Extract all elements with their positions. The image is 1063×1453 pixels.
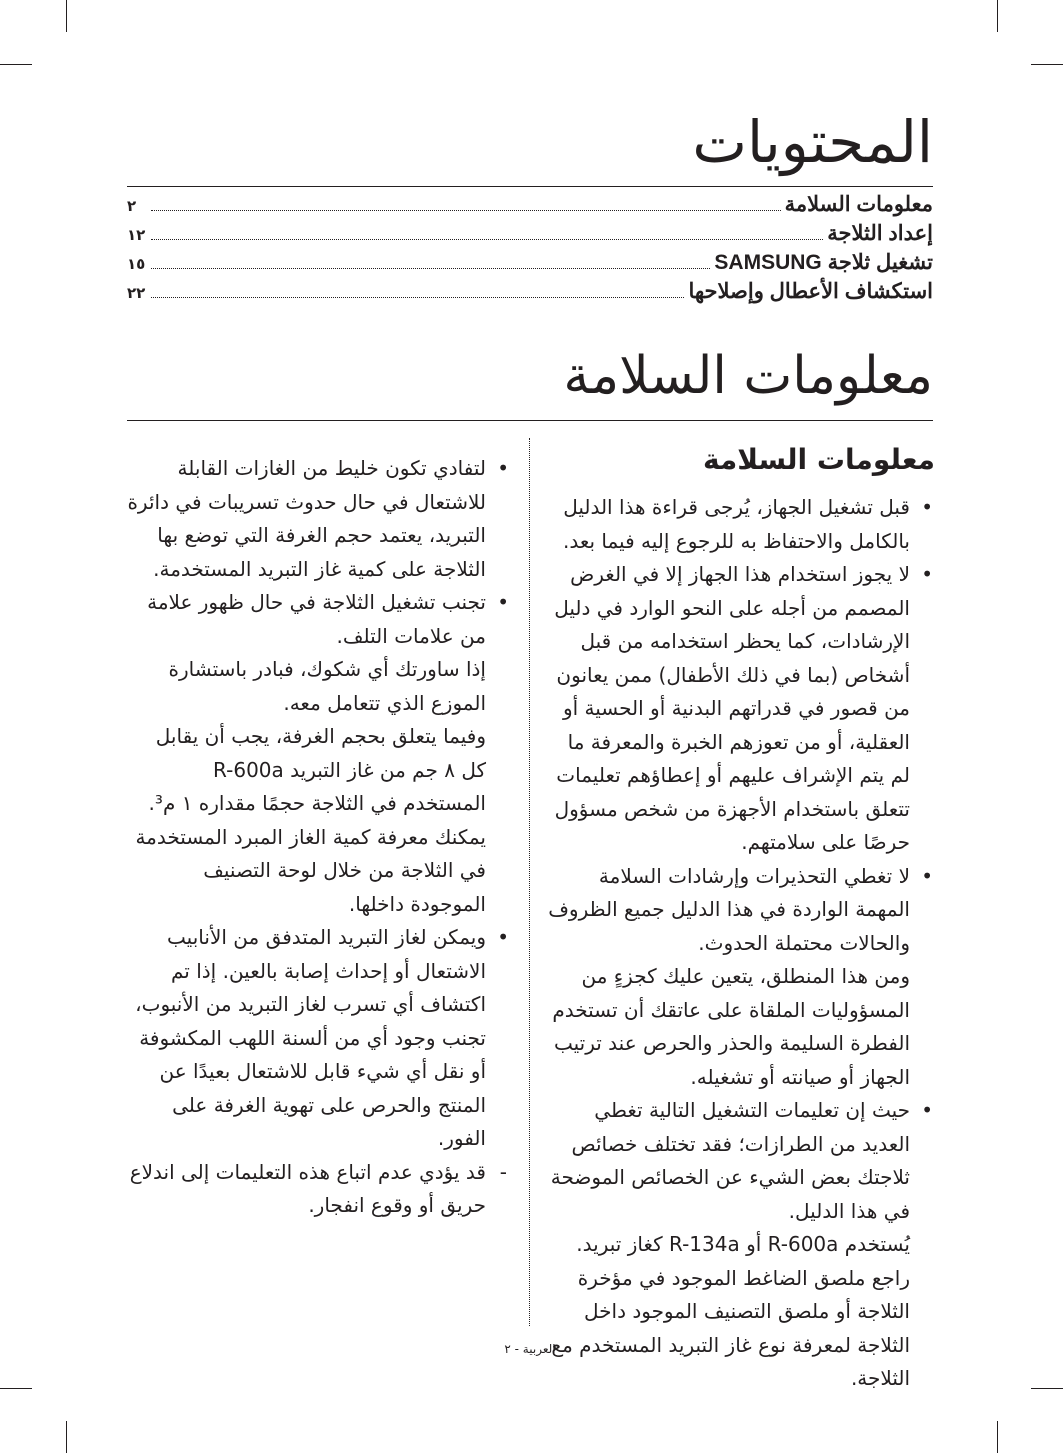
toc-entry[interactable] — [127, 279, 933, 308]
page-footer: العربية - ٢ — [504, 1342, 556, 1356]
toc-leader-dots — [151, 195, 781, 211]
crop-mark — [66, 0, 67, 32]
list-item: • ويمكن لغاز التبريد المتدفق من الأنابيب الاشتعال أو إحداث إصابة بالعين. إذا تم اكتشاف أي تسرب لغاز التبريد من الأنبوب، تجنب وجود أي من ألسنة اللهب المكشوفة أو نقل أي شيء قابل للاشتعال بعيدًا عن المنتج والحرص على تهوية الغرفة على الفور. — [127, 921, 511, 1156]
right-column — [543, 440, 935, 1396]
toc-entry-label: معلومات السلامة — [784, 193, 933, 216]
section-rule — [127, 420, 933, 421]
list-item: • لا تغطي التحذيرات وإرشادات السلامة المهمة الواردة في هذا الدليل جميع الظروف والحالات محتملة الحدوث. — [543, 860, 935, 961]
toc-entry-label: تشغيل ثلاجة SAMSUNG — [714, 251, 933, 274]
toc-rule — [127, 186, 933, 187]
toc-entry-page: ٢ — [127, 197, 137, 215]
section-title: معلومات السلامة — [563, 346, 933, 406]
toc-leader-dots — [151, 282, 684, 298]
safety-list — [543, 491, 935, 1396]
list-item: • لا يجوز استخدام هذا الجهاز إلا في الغرض المصمم من أجله على النحو الوارد في دليل الإرشادات، كما يحظر استخدامه من قبل أشخاص (بما في ذلك الأطفال) ممن يعانون من قصور في قدراتهم البدنية أو الحسية أو العقلية، أو من تعوزهم الخبرة والمعرفة ما لم يتم الإشراف عليهم أو إعطاؤهم تعليمات تتعلق باستخدام الأجهزة من شخص مسؤول حرصًا على سلامتهم. — [543, 558, 935, 860]
crop-mark — [0, 1388, 32, 1389]
crop-mark — [66, 1421, 67, 1453]
list-paragraph: راجع ملصق الضاغط الموجود في مؤخرة الثلاجة أو ملصق التصنيف الموجود داخل الثلاجة لمعرفة نوع غاز التبريد المستخدم مع الثلاجة. — [551, 1265, 910, 1391]
toc-entry-page: ١٥ — [127, 255, 146, 273]
list-paragraph: يُستخدم R-600a أو R-134a كغاز تبريد. — [576, 1232, 910, 1257]
toc-entry-page: ١٢ — [127, 226, 146, 244]
toc-entry[interactable] — [127, 192, 933, 221]
crop-mark — [997, 1421, 998, 1453]
toc-entry[interactable] — [127, 250, 933, 279]
list-item: • لتفادي تكون خليط من الغازات القابلة للاشتعال في حال حدوث تسريبات في دائرة التبريد، يعتمد حجم الغرفة التي توضع بها الثلاجة على كمية غاز التبريد المستخدمة. — [127, 452, 511, 586]
column-heading: معلومات السلامة — [702, 443, 935, 476]
list-paragraph: وفيما يتعلق بحجم الغرفة، يجب أن يقابل كل ٨ جم من غاز التبريد R-600a المستخدم في الثلاجة حجمًا مقداره ١ م³. — [148, 724, 486, 815]
toc-title: المحتويات — [692, 108, 933, 176]
crop-mark — [0, 64, 32, 65]
crop-mark — [1031, 64, 1063, 65]
list-item: • تجنب تشغيل الثلاجة في حال ظهور علامة من علامات التلف. — [127, 586, 511, 653]
left-column — [127, 452, 511, 1223]
toc-leader-dots — [151, 253, 710, 269]
toc-entry-label: إعداد الثلاجة — [827, 222, 933, 245]
toc-list — [127, 192, 933, 308]
list-paragraph: ومن هذا المنطلق، يتعين عليك كجزءٍ من المسؤوليات الملقاة على عاتقك أن تستخدم الفطرة السليمة والحذر والحرص عند ترتيب الجهاز أو صيانته أو تشغيله. — [552, 964, 910, 1089]
toc-entry-label: استكشاف الأعطال وإصلاحها — [688, 280, 933, 303]
list-note: - قد يؤدي عدم اتباع هذه التعليمات إلى اندلاع حريق أو وقوع انفجار. — [127, 1156, 511, 1223]
crop-mark — [1031, 1388, 1063, 1389]
toc-leader-dots — [151, 224, 823, 240]
list-item: • قبل تشغيل الجهاز، يُرجى قراءة هذا الدليل بالكامل والاحتفاظ به للرجوع إليه فيما بعد. — [543, 491, 935, 558]
crop-mark — [997, 0, 998, 32]
toc-entry-page: ٢٢ — [127, 284, 146, 302]
toc-entry[interactable] — [127, 221, 933, 250]
column-divider — [529, 438, 530, 1326]
list-item: • حيث إن تعليمات التشغيل التالية تغطي العديد من الطرازات؛ فقد تختلف خصائص ثلاجتك بعض الشيء عن الخصائص الموضحة في هذا الدليل. — [543, 1094, 935, 1228]
list-paragraph: إذا ساورتك أي شكوك، فبادر باستشارة الموزع الذي تتعامل معه. — [168, 657, 486, 715]
list-paragraph: يمكنك معرفة كمية الغاز المبرد المستخدمة في الثلاجة من خلال لوحة التصنيف الموجودة داخلها. — [135, 824, 486, 916]
safety-list — [127, 452, 511, 1223]
